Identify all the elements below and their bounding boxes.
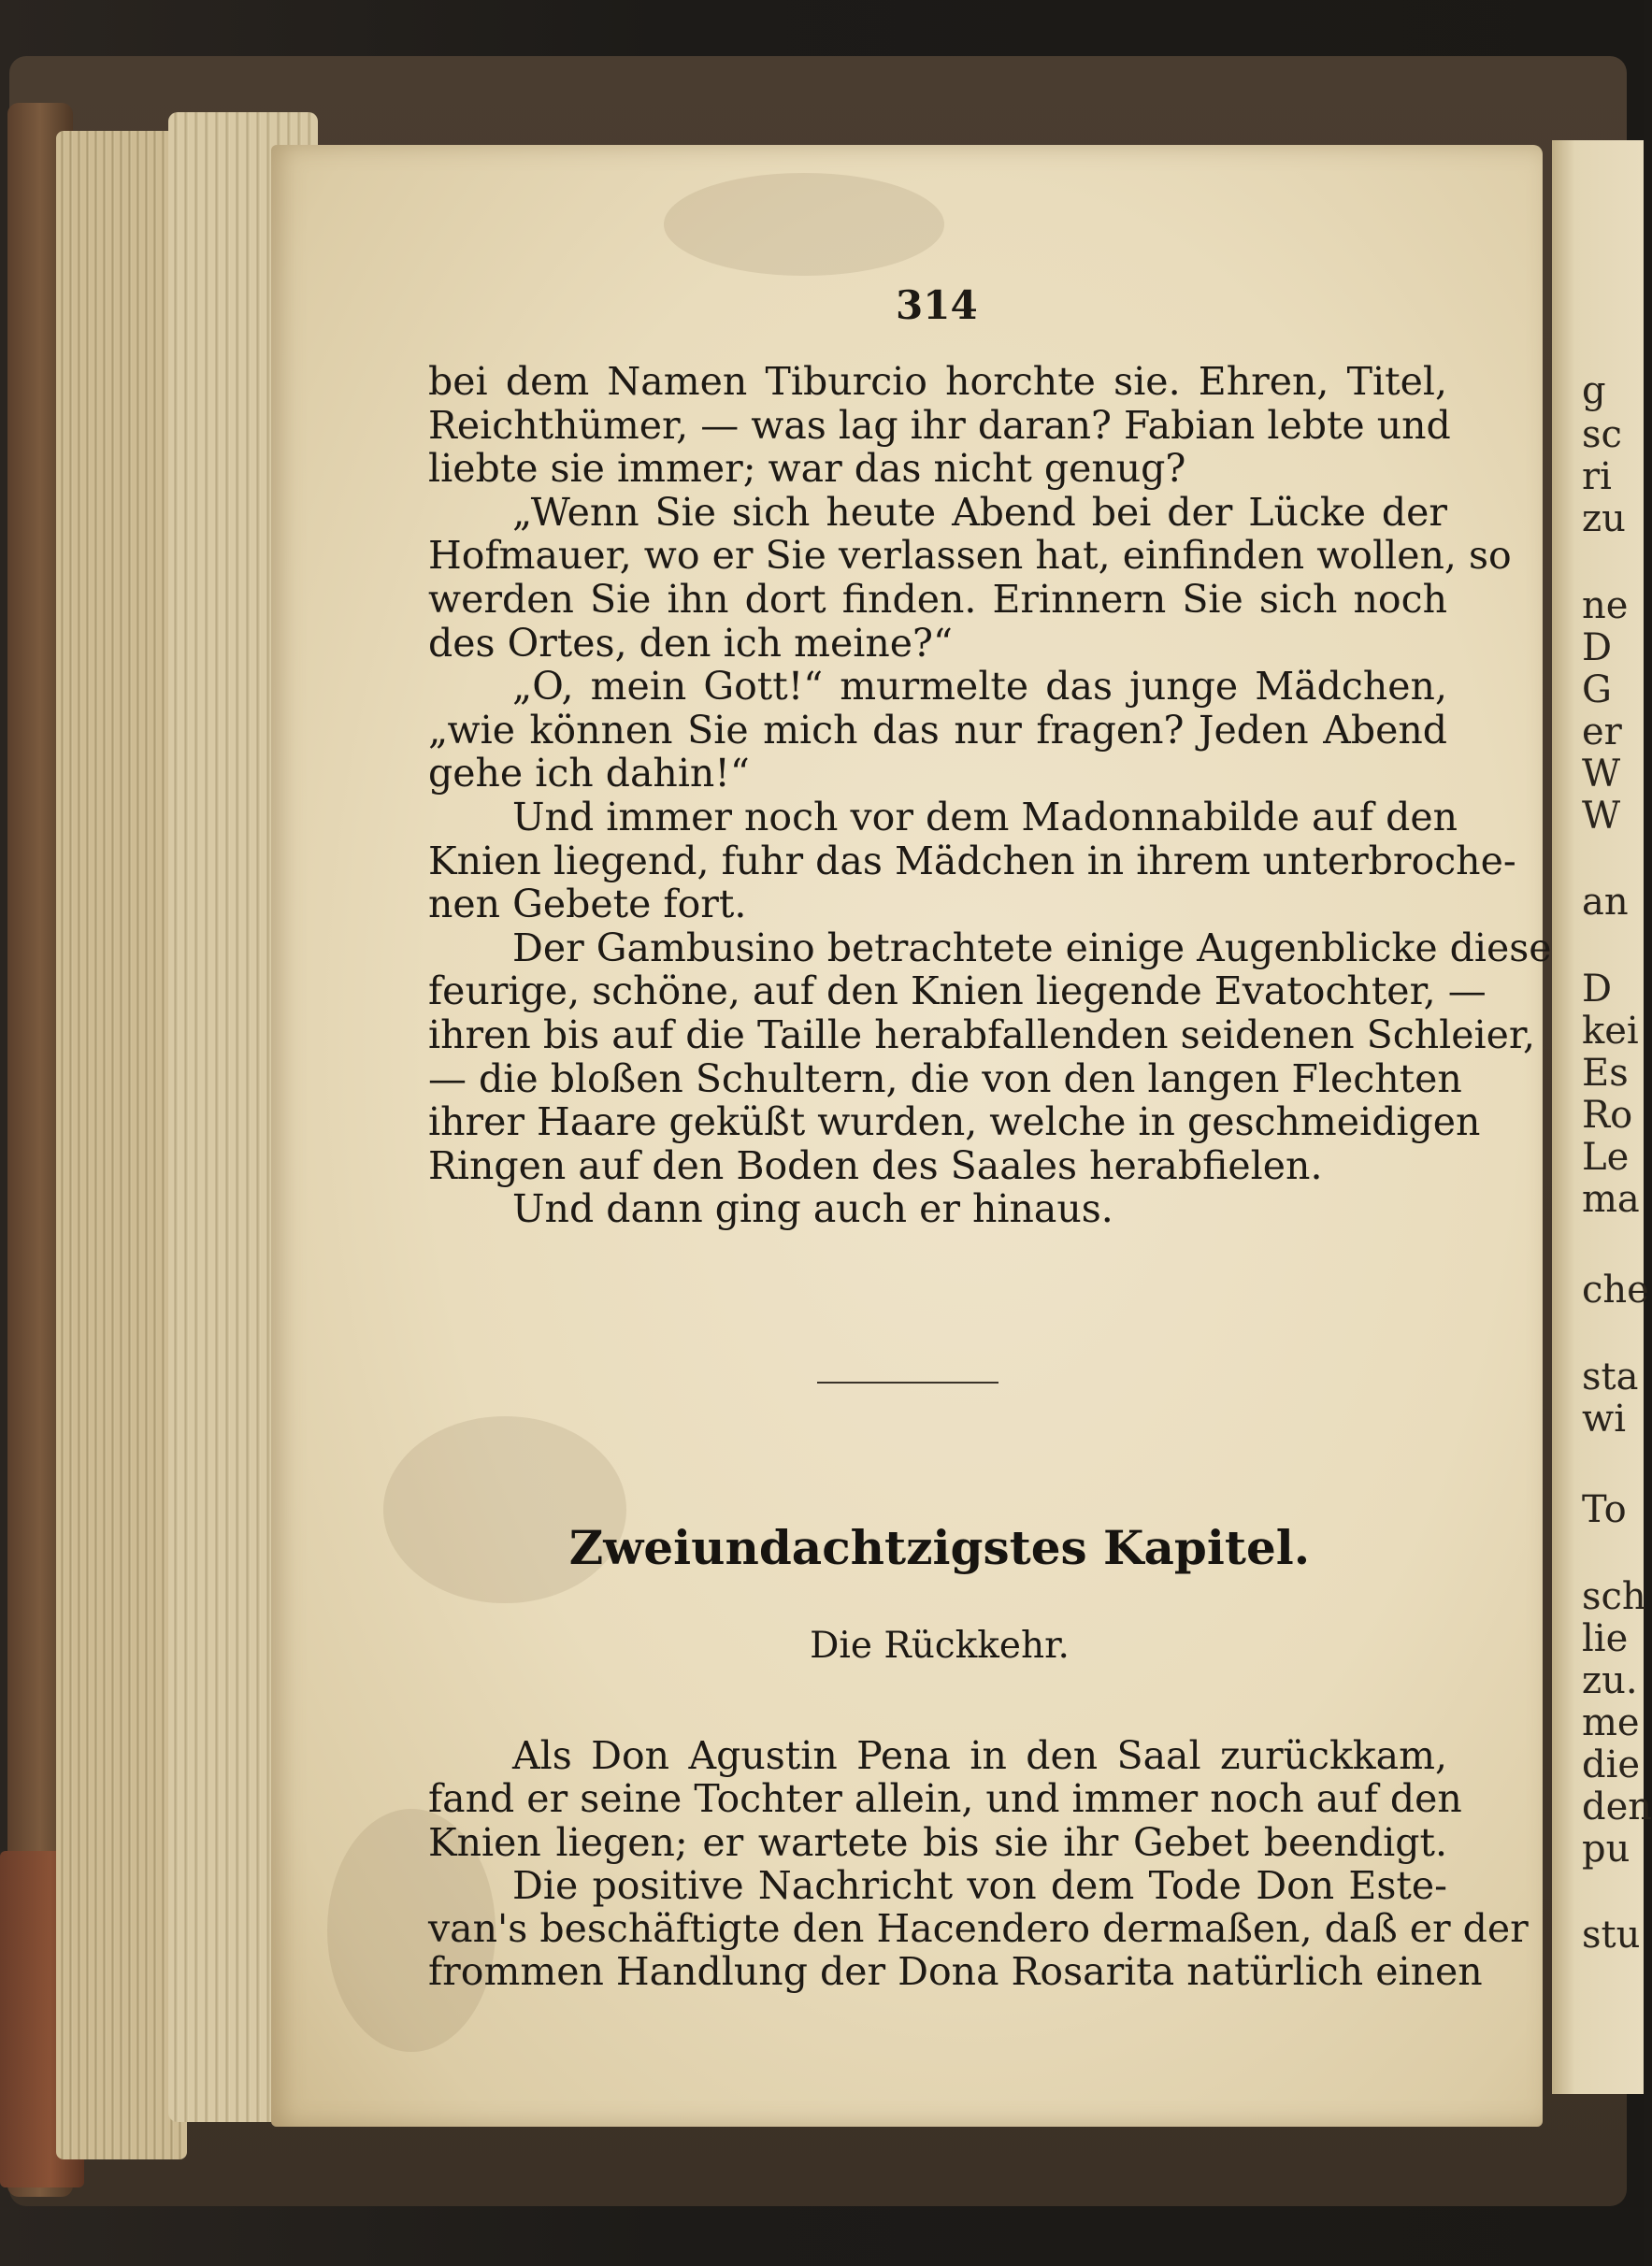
facing-fragment: ne: [1582, 584, 1629, 627]
facing-fragment: lie: [1582, 1617, 1629, 1660]
text-line: „O, mein Gott!“ murmelte das junge Mädchen,: [512, 664, 1447, 710]
facing-fragment: G: [1582, 668, 1612, 711]
text-line: Und dann ging auch er hinaus.: [512, 1186, 1113, 1232]
text-line: Hofmauer, wo er Sie verlassen hat, einfinden wollen, so: [428, 533, 1512, 579]
text-line: ihrer Haare geküßt wurden, welche in geschmeidigen: [428, 1099, 1481, 1145]
facing-fragment: sc: [1582, 413, 1622, 456]
chapter-subtitle: Die Rückkehr.: [810, 1625, 1070, 1667]
facing-page: [1552, 140, 1652, 2094]
text-line: Knien liegen; er wartete bis sie ihr Gebet beendigt.: [428, 1819, 1447, 1865]
text-line: Reichthümer, — was lag ihr daran? Fabian lebte und: [428, 402, 1451, 448]
text-line: Der Gambusino betrachtete einige Augenblicke diese: [512, 925, 1552, 970]
facing-fragment: ma: [1582, 1178, 1640, 1221]
facing-fragment: D: [1582, 626, 1613, 669]
facing-fragment: zu.: [1582, 1659, 1638, 1702]
text-line: Als Don Agustin Pena in den Saal zurückkam,: [512, 1733, 1447, 1778]
text-line: Ringen auf den Boden des Saales herabfielen.: [428, 1142, 1323, 1188]
facing-fragment: pu: [1582, 1828, 1630, 1871]
text-line: Und immer noch vor dem Madonnabilde auf den: [512, 794, 1458, 839]
body-text: [428, 359, 1552, 1232]
page-stain: [664, 173, 944, 276]
facing-fragment: Ro: [1582, 1094, 1633, 1137]
facing-fragment: W: [1582, 753, 1621, 796]
facing-fragment: kei: [1582, 1010, 1639, 1053]
facing-fragment: sta: [1582, 1355, 1639, 1398]
page-number: 314: [896, 282, 978, 328]
facing-fragment: an: [1582, 881, 1629, 924]
text-line: van's beschäftigte den Hacendero dermaßen, daß er der: [428, 1906, 1529, 1952]
facing-fragment: die: [1582, 1743, 1641, 1786]
text-line: fand er seine Tochter allein, und immer noch auf den: [428, 1776, 1462, 1822]
text-line: — die bloßen Schultern, die von den langen Flechten: [428, 1055, 1462, 1101]
page-stain: [383, 1416, 626, 1603]
section-divider: [817, 1382, 998, 1384]
facing-fragment: er: [1582, 710, 1622, 753]
text-line: bei dem Namen Tiburcio horchte sie. Ehren, Titel,: [428, 359, 1447, 404]
facing-fragment: wi: [1582, 1398, 1627, 1441]
text-line: werden Sie ihn dort finden. Erinnern Sie sich noch: [428, 576, 1447, 622]
text-line: Die positive Nachricht von dem Tode Don Este-: [512, 1862, 1447, 1908]
facing-fragment: me: [1582, 1701, 1640, 1744]
text-line: ihren bis auf die Taille herabfallenden seidenen Schleier,: [428, 1011, 1535, 1057]
facing-fragment: W: [1582, 795, 1621, 838]
text-line: Knien liegend, fuhr das Mädchen in ihrem unterbroche-: [428, 838, 1516, 883]
text-line: liebte sie immer; war das nicht genug?: [428, 446, 1186, 492]
text-line: „wie können Sie mich das nur fragen? Jeden Abend: [428, 707, 1447, 753]
facing-fragment: To: [1582, 1488, 1627, 1531]
facing-fragment: den: [1582, 1786, 1652, 1829]
text-line: frommen Handlung der Dona Rosarita natürlich einen: [428, 1949, 1483, 1995]
chapter-heading: Zweiundachtzigstes Kapitel.: [568, 1520, 1311, 1575]
chapter-text: [428, 1733, 1529, 1995]
text-line: gehe ich dahin!“: [428, 751, 750, 796]
facing-fragment: zu: [1582, 497, 1626, 540]
facing-fragment: g: [1582, 369, 1606, 412]
facing-fragment: ri: [1582, 455, 1612, 498]
facing-fragment: Le: [1582, 1136, 1630, 1179]
text-line: des Ortes, den ich meine?“: [428, 620, 953, 666]
page-edges-outer: [56, 131, 187, 2159]
text-line: feurige, schöne, auf den Knien liegende Evatochter, —: [428, 968, 1487, 1014]
facing-fragment: sch: [1582, 1575, 1646, 1618]
facing-fragment: D: [1582, 968, 1613, 1011]
text-line: „Wenn Sie sich heute Abend bei der Lücke der: [512, 489, 1447, 535]
facing-fragment: che: [1582, 1269, 1649, 1312]
facing-fragment: Es: [1582, 1052, 1629, 1095]
facing-fragment: stu: [1582, 1914, 1641, 1957]
text-line: nen Gebete fort.: [428, 882, 747, 927]
